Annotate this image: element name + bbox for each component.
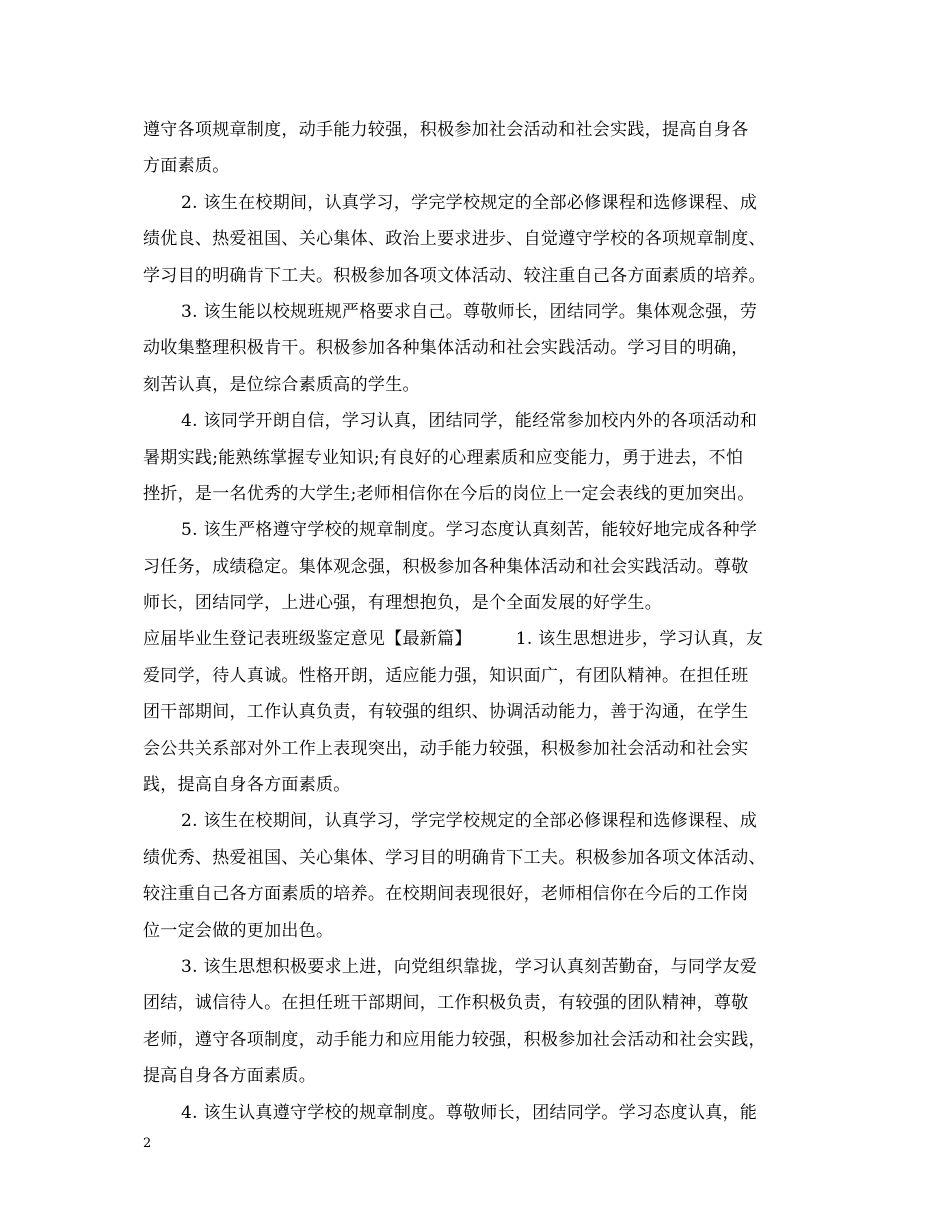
text-line-content: 4. 该同学开朗自信，学习认真，团结同学，能经常参加校内外的各项活动和 bbox=[181, 411, 758, 432]
text-line bbox=[143, 1095, 843, 1131]
text-line bbox=[143, 112, 843, 148]
text-line-content: 绩优良、热爱祖国、关心集体、政治上要求进步、自觉遵守学校的各项规章制度、 bbox=[143, 229, 766, 250]
text-line-content: 2. 该生在校期间，认真学习，学完学校规定的全部必修课程和选修课程、成 bbox=[181, 811, 758, 832]
text-line bbox=[143, 330, 843, 366]
text-line-content: 绩优秀、热爱祖国、关心集体、学习目的明确肯下工夫。积极参加各项文体活动、 bbox=[143, 847, 766, 868]
text-line bbox=[143, 767, 843, 803]
text-line-content: 暑期实践;能熟练掌握专业知识;有良好的心理素质和应变能力，勇于进去，不怕 bbox=[143, 447, 744, 468]
text-line bbox=[143, 803, 843, 839]
text-line bbox=[143, 367, 843, 403]
text-line-content: 爱同学，待人真诚。性格开朗，适应能力强，知识面广，有团队精神。在担任班 bbox=[143, 665, 749, 686]
text-line bbox=[143, 621, 843, 657]
text-line-content: 遵守各项规章制度，动手能力较强，积极参加社会活动和社会实践，提高自身各 bbox=[143, 120, 749, 140]
text-line-content: 师长，团结同学，上进心强，有理想抱负，是个全面发展的好学生。 bbox=[143, 593, 662, 614]
text-line-content: 方面素质。 bbox=[143, 156, 230, 177]
text-line-content: 4. 该生认真遵守学校的规章制度。尊敬师长，团结同学。学习态度认真，能 bbox=[181, 1102, 758, 1123]
text-line bbox=[143, 549, 843, 585]
text-line-content: 提高自身各方面素质。 bbox=[143, 1066, 316, 1087]
text-line bbox=[143, 403, 843, 439]
text-line bbox=[143, 294, 843, 330]
text-line-content: 挫折，是一名优秀的大学生;老师相信你在今后的岗位上一定会表线的更加突出。 bbox=[143, 483, 755, 504]
page-number: 2 bbox=[143, 1136, 152, 1151]
text-line bbox=[143, 949, 843, 985]
text-line-content: 刻苦认真，是位综合素质高的学生。 bbox=[143, 374, 420, 395]
text-line bbox=[143, 148, 843, 184]
text-line-content: 老师，遵守各项制度，动手能力和应用能力较强，积极参加社会活动和社会实践， bbox=[143, 1029, 766, 1050]
document-body bbox=[143, 112, 843, 1131]
text-line-content: 3. 该生思想积极要求上进，向党组织靠拢，学习认真刻苦勤奋，与同学友爱 bbox=[181, 956, 758, 977]
text-line-content: 团干部期间，工作认真负责，有较强的组织、协调活动能力，善于沟通，在学生 bbox=[143, 702, 749, 723]
text-line bbox=[143, 585, 843, 621]
text-line bbox=[143, 658, 843, 694]
text-line bbox=[143, 512, 843, 548]
text-line bbox=[143, 985, 843, 1021]
text-line bbox=[143, 913, 843, 949]
text-line-content: 2. 该生在校期间，认真学习，学完学校规定的全部必修课程和选修课程、成 bbox=[181, 192, 758, 213]
text-line-content: 团结，诚信待人。在担任班干部期间，工作积极负责，有较强的团队精神，尊敬 bbox=[143, 993, 749, 1014]
text-line-content: 3. 该生能以校规班规严格要求自己。尊敬师长，团结同学。集体观念强，劳 bbox=[181, 301, 758, 322]
text-line-content: 践，提高自身各方面素质。 bbox=[143, 775, 351, 796]
text-line bbox=[143, 1022, 843, 1058]
text-line-content: 应届毕业生登记表班级鉴定意见【最新篇】 bbox=[143, 629, 472, 650]
text-line bbox=[143, 221, 843, 257]
text-line-content: 学习目的明确肯下工夫。积极参加各项文体活动、较注重自己各方面素质的培养。 bbox=[143, 265, 766, 286]
text-line bbox=[143, 840, 843, 876]
text-line-content: 会公共关系部对外工作上表现突出，动手能力较强，积极参加社会活动和社会实 bbox=[143, 738, 749, 759]
text-line-content: 动收集整理积极肯干。积极参加各种集体活动和社会实践活动。学习目的明确， bbox=[143, 338, 749, 359]
text-line bbox=[143, 1058, 843, 1094]
text-line bbox=[143, 440, 843, 476]
text-line-content: 习任务，成绩稳定。集体观念强，积极参加各种集体活动和社会实践活动。尊敬 bbox=[143, 556, 749, 577]
text-line bbox=[143, 876, 843, 912]
text-line bbox=[143, 476, 843, 512]
text-line-content: 位一定会做的更加出色。 bbox=[143, 920, 334, 941]
text-line-content: 较注重自己各方面素质的培养。在校期间表现很好，老师相信你在今后的工作岗 bbox=[143, 884, 749, 905]
text-line bbox=[143, 258, 843, 294]
text-line bbox=[143, 731, 843, 767]
text-line bbox=[143, 694, 843, 730]
text-line bbox=[143, 185, 843, 221]
text-line-content: 5. 该生严格遵守学校的规章制度。学习态度认真刻苦，能较好地完成各种学 bbox=[181, 520, 758, 541]
text-line-continuation: 1. 该生思想进步，学习认真，友 bbox=[515, 629, 764, 650]
